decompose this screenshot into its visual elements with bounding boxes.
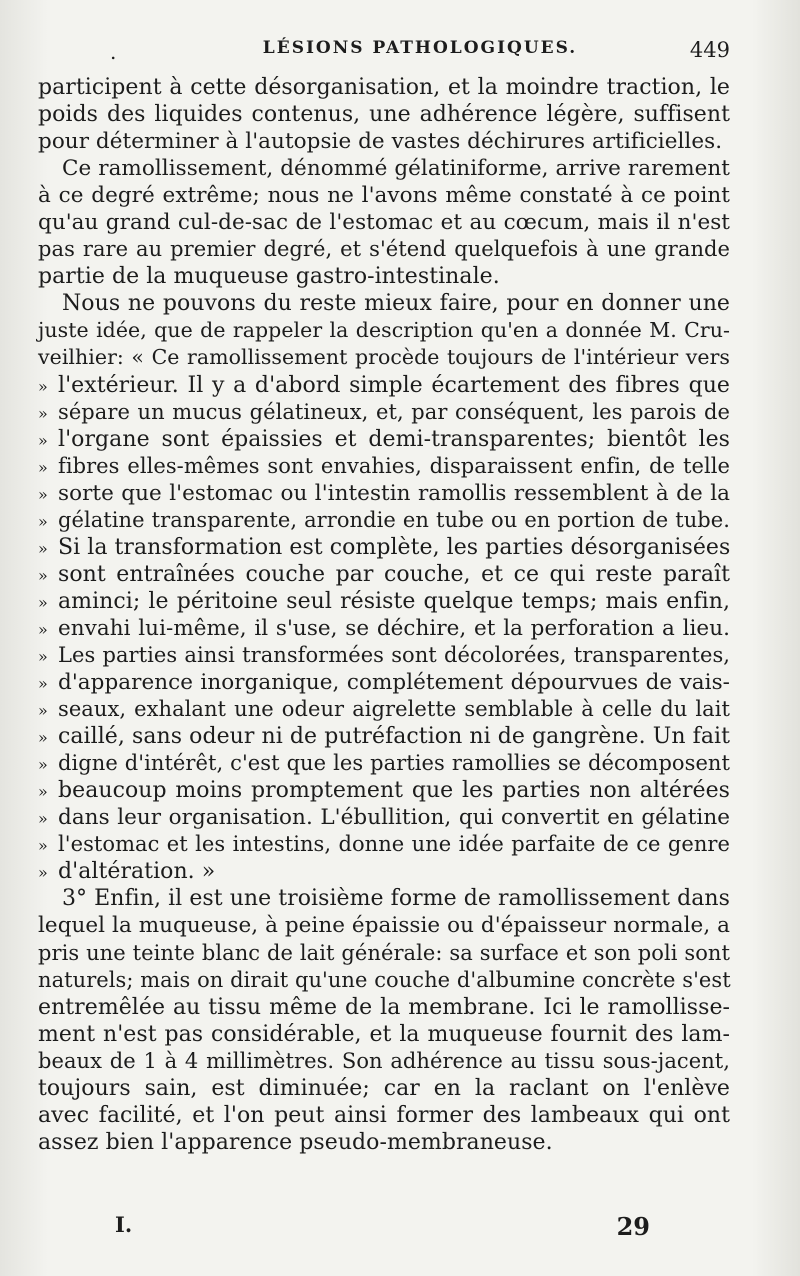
text-line: [38, 723, 730, 750]
line-text: veilhier: « Ce ramollissement procède toujours de l'intérieur vers: [38, 345, 730, 370]
page-footer: [115, 1212, 650, 1242]
quote-mark: »: [38, 403, 48, 423]
line-text: caillé, sans odeur ni de putréfaction ni de gangrène. Un fait: [58, 724, 730, 750]
text-line: [38, 642, 730, 669]
quote-mark: »: [38, 511, 48, 531]
text-line: [38, 1021, 730, 1048]
line-text: ment n'est pas considérable, et la muqueuse fournit des lam-: [38, 1021, 730, 1047]
quote-mark: »: [38, 457, 48, 477]
text-line: [38, 399, 730, 426]
text-line: [38, 940, 730, 967]
body-text: [38, 74, 730, 1156]
text-line: [38, 696, 730, 723]
text-line: [38, 804, 730, 831]
line-text: digne d'intérêt, c'est que les parties ramollies se décomposent: [58, 751, 730, 776]
text-line: [38, 453, 730, 480]
text-line: [38, 182, 730, 209]
sheet-number: 29: [616, 1212, 650, 1241]
quote-mark: »: [38, 619, 48, 639]
text-line: [38, 588, 730, 615]
text-line: [38, 534, 730, 561]
header-dot: .: [110, 40, 117, 64]
text-line: [38, 128, 730, 155]
quote-mark: »: [38, 728, 48, 748]
line-text: juste idée, que de rappeler la description qu'en a donnée M. Cru-: [38, 318, 730, 343]
line-text: participent à cette désorganisation, et la moindre traction, le: [38, 75, 730, 100]
text-line: [38, 561, 730, 588]
text-line: [38, 101, 730, 128]
line-text: sépare un mucus gélatineux, et, par conséquent, les parois de: [58, 399, 730, 424]
line-text: qu'au grand cul-de-sac de l'estomac et au cœcum, mais il n'est: [38, 210, 730, 236]
text-line: [38, 831, 730, 858]
line-text: partie de la muqueuse gastro-intestinale.: [38, 264, 500, 290]
quote-mark: »: [38, 646, 48, 666]
quote-mark: »: [38, 782, 48, 802]
line-text: envahi lui-même, il s'use, se déchire, et la perforation a lieu.: [58, 615, 730, 641]
text-line: [38, 1075, 730, 1102]
text-line: [38, 967, 730, 994]
line-text: sorte que l'estomac ou l'intestin ramollis ressemblent à de la: [58, 480, 730, 506]
text-line: [38, 669, 730, 696]
line-text: lequel la muqueuse, à peine épaissie ou d'épaisseur normale, a: [38, 913, 730, 939]
quote-mark: »: [38, 430, 48, 450]
text-line: [38, 263, 730, 290]
signature-mark: I.: [115, 1212, 133, 1237]
quote-mark: »: [38, 484, 48, 504]
text-line: [38, 615, 730, 642]
page-number: 449: [689, 38, 730, 62]
text-line: [38, 74, 730, 101]
quote-mark: »: [38, 701, 48, 721]
line-text: poids des liquides contenus, une adhérence légère, suffisent: [38, 102, 730, 128]
line-text: dans leur organisation. L'ébullition, qui convertit en gélatine: [58, 805, 730, 831]
line-text: beaucoup moins promptement que les parties non altérées: [58, 778, 730, 804]
text-line: [38, 344, 730, 371]
text-line: [38, 209, 730, 236]
text-line: [38, 290, 730, 317]
text-line: [38, 750, 730, 777]
text-line: [38, 317, 730, 344]
line-text: l'organe sont épaissies et demi-transparentes; bientôt les: [58, 426, 730, 452]
line-text: avec facilité, et l'on peut ainsi former des lambeaux qui ont: [38, 1102, 730, 1128]
text-line: [38, 372, 730, 399]
line-text: d'apparence inorganique, complétement dépourvues de vais-: [58, 670, 730, 696]
line-text: aminci; le péritoine seul résiste quelque temps; mais enfin,: [58, 588, 730, 614]
text-line: [38, 426, 730, 453]
line-text: sont entraînées couche par couche, et ce qui reste paraît: [58, 561, 730, 587]
text-line: [38, 858, 730, 885]
text-line: [38, 912, 730, 939]
line-text: beaux de 1 à 4 millimètres. Son adhérence au tissu sous-jacent,: [38, 1048, 730, 1073]
quote-mark: »: [38, 592, 48, 612]
line-text: seaux, exhalant une odeur aigrelette semblable à celle du lait: [58, 697, 730, 722]
quote-mark: »: [38, 863, 48, 883]
quote-mark: »: [38, 755, 48, 775]
quote-mark: »: [38, 809, 48, 829]
quote-mark: »: [38, 376, 48, 396]
line-text: 3° Enfin, il est une troisième forme de ramollissement dans: [62, 886, 730, 912]
quote-mark: »: [38, 836, 48, 856]
line-text: Les parties ainsi transformées sont décolorées, transparentes,: [58, 642, 730, 667]
line-text: d'altération. »: [58, 859, 216, 885]
line-text: assez bien l'apparence pseudo-membraneuse.: [38, 1129, 553, 1155]
text-line: [38, 777, 730, 804]
running-header: [110, 38, 730, 68]
line-text: pris une teinte blanc de lait générale: sa surface et son poli sont: [38, 940, 730, 965]
line-text: Si la transformation est complète, les parties désorganisées: [58, 534, 731, 560]
text-line: [38, 480, 730, 507]
text-line: [38, 1129, 730, 1156]
text-line: [38, 994, 730, 1021]
line-text: gélatine transparente, arrondie en tube ou en portion de tube.: [58, 507, 730, 532]
running-title: LÉSIONS PATHOLOGIQUES.: [262, 38, 578, 58]
text-line: [38, 155, 730, 182]
line-text: pour déterminer à l'autopsie de vastes déchirures artificielles.: [38, 129, 723, 155]
quote-mark: »: [38, 565, 48, 585]
line-text: l'estomac et les intestins, donne une idée parfaite de ce genre: [58, 832, 730, 857]
text-line: [38, 507, 730, 534]
quote-mark: »: [38, 538, 48, 558]
line-text: fibres elles-mêmes sont envahies, disparaissent enfin, de telle: [58, 453, 730, 478]
text-line: [38, 885, 730, 912]
line-text: pas rare au premier degré, et s'étend quelquefois à une grande: [38, 237, 730, 262]
line-text: toujours sain, est diminuée; car en la raclant on l'enlève: [38, 1075, 730, 1101]
line-text: Nous ne pouvons du reste mieux faire, pour en donner une: [62, 291, 730, 317]
line-text: Ce ramollissement, dénommé gélatiniforme, arrive rarement: [62, 156, 730, 182]
line-text: entremêlée au tissu même de la membrane. Ici le ramollisse-: [38, 994, 730, 1020]
text-line: [38, 236, 730, 263]
text-line: [38, 1048, 730, 1075]
quote-mark: »: [38, 674, 48, 694]
line-text: naturels; mais on dirait qu'une couche d'albumine concrète s'est: [38, 967, 731, 992]
text-line: [38, 1102, 730, 1129]
line-text: l'extérieur. Il y a d'abord simple écartement des fibres que: [58, 372, 730, 398]
line-text: à ce degré extrême; nous ne l'avons même constaté à ce point: [38, 183, 730, 209]
